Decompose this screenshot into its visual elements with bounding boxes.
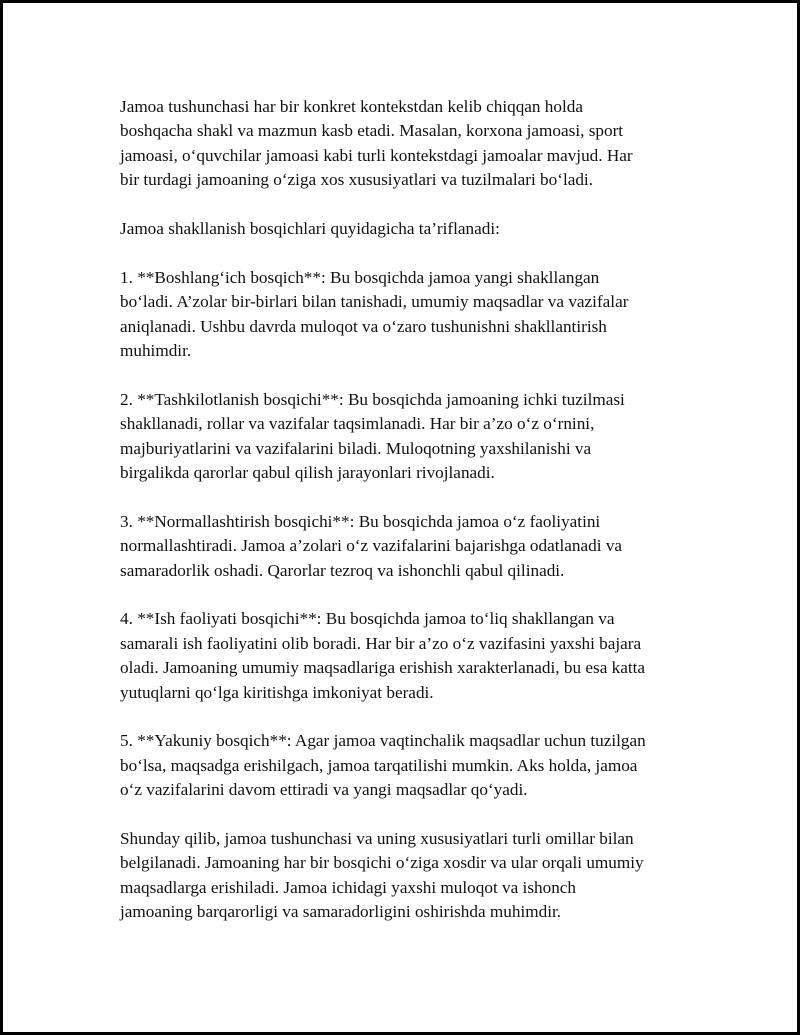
document-body <box>120 95 692 925</box>
stages-intro-paragraph: Jamoa shakllanish bosqichlari quyidagicha ta’riflanadi: <box>120 219 500 239</box>
intro-paragraph: Jamoa tushunchasi har bir konkret kontekstdan kelib chiqqan holda boshqacha shakl va mazmun kasb etadi. Masalan, korxona jamoasi, sport jamoasi, o‘quvchilar jamoasi kabi turli kontekstdagi jamoalar mavjud. Har bir turdagi jamoaning o‘ziga xos xususiyatlari va tuzilmalari bo‘ladi. <box>120 97 633 190</box>
stage-4-paragraph: 4. **Ish faoliyati bosqichi**: Bu bosqichda jamoa to‘liq shakllangan va samarali ish faoliyatini olib boradi. Har bir a’zo o‘z vazifasini yaxshi bajara oladi. Jamoaning umumiy maqsadlariga erishish xarakterlanadi, bu esa katta yutuqlarni qo‘lga kiritishga imkoniyat beradi. <box>120 609 646 702</box>
stage-5-paragraph: 5. **Yakuniy bosqich**: Agar jamoa vaqtinchalik maqsadlar uchun tuzilgan bo‘lsa, maqsadga erishilgach, jamoa tarqatilishi mumkin. Aks holda, jamoa o‘z vazifalarini davom ettiradi va yangi maqsadlar qo‘yadi. <box>120 731 646 800</box>
stage-3-paragraph: 3. **Normallashtirish bosqichi**: Bu bosqichda jamoa o‘z faoliyatini normallashtiradi. Jamoa a’zolari o‘z vazifalarini bajarishga odatlanadi va samaradorlik oshadi. Qarorlar tezroq va ishonchli qabul qilinadi. <box>120 511 623 580</box>
stage-2-paragraph: 2. **Tashkilotlanish bosqichi**: Bu bosqichda jamoaning ichki tuzilmasi shakllanadi, rollar va vazifalar taqsimlanadi. Har bir a’zo o‘z o‘rnini, majburiyatlarini va vazifalarini biladi. Muloqotning yaxshilanishi va birgalikda qarorlar qabul qilish jarayonlari rivojlanadi. <box>120 389 625 483</box>
stage-1-paragraph: 1. **Boshlang‘ich bosqich**: Bu bosqichda jamoa yangi shakllangan bo‘ladi. A’zolar bir-birlari bilan tanishadi, umumiy maqsadlar va vazifalar aniqlanadi. Ushbu davrda muloqot va o‘zaro tushunishni shakllantirish muhimdir. <box>120 267 629 361</box>
conclusion-paragraph: Shunday qilib, jamoa tushunchasi va uning xususiyatlari turli omillar bilan belgilanadi. Jamoaning har bir bosqichi o‘ziga xosdir va ular orqali umumiy maqsadlarga erishiladi. Jamoa ichidagi yaxshi muloqot va ishonch jamoaning barqarorligi va samaradorligini oshirishda muhimdir. <box>120 829 644 922</box>
